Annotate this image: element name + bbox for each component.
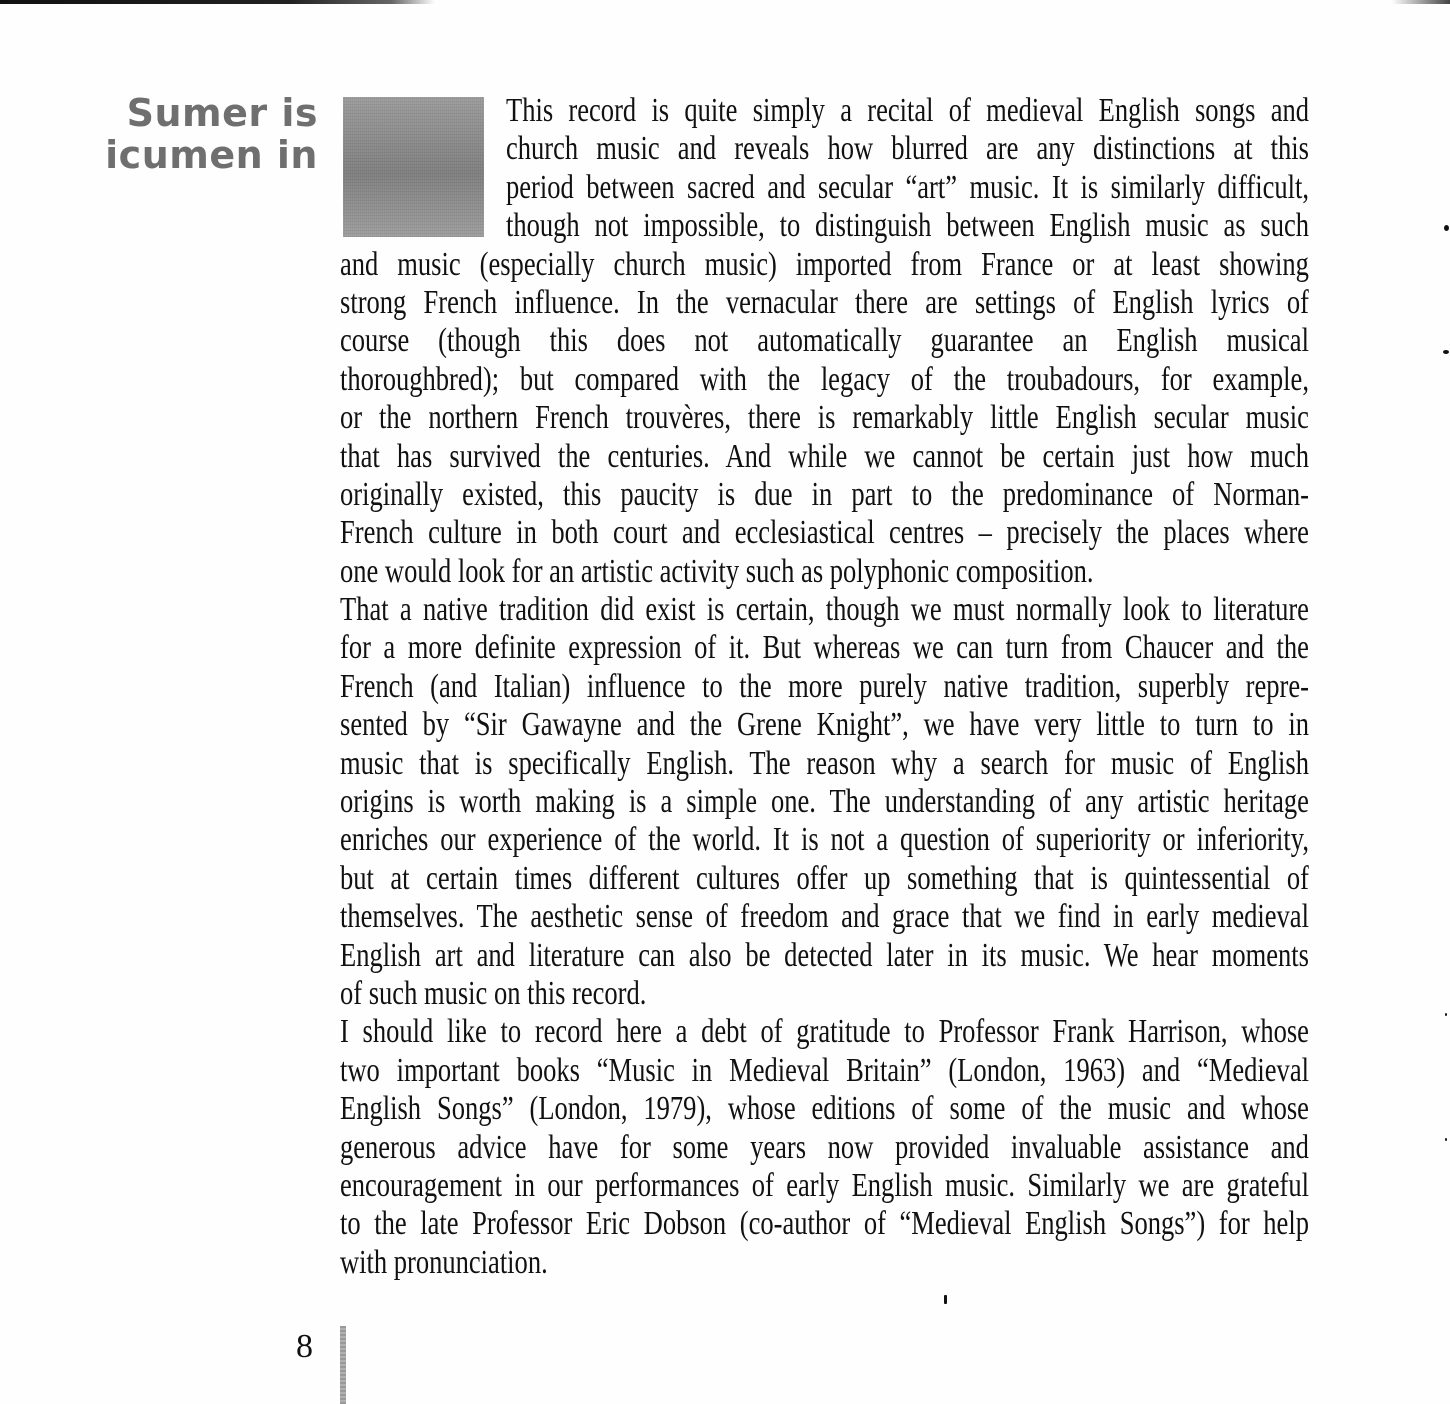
text-line-content: French (and Italian) influence to the more purely native tradition, superbly repre- <box>340 667 1309 705</box>
text-line-content: that has survived the centuries. And while we cannot be certain just how much <box>340 437 1309 475</box>
text-line <box>340 130 1309 168</box>
text-line <box>340 783 1309 821</box>
text-line-content: one would look for an artistic activity such as polyphonic composition. <box>340 552 1094 590</box>
text-line <box>340 1090 1309 1128</box>
text-line <box>340 476 1309 514</box>
text-line-content: for a more definite expression of it. But whereas we can turn from Chaucer and the <box>340 629 1309 667</box>
text-line-content: originally existed, this paucity is due in part to the predominance of Norman- <box>340 475 1309 513</box>
text-line-content: with pronunciation. <box>340 1243 548 1281</box>
text-line-content: course (though this does not automatically guarantee an English musical <box>340 322 1309 360</box>
text-line-content: encouragement in our performances of early English music. Similarly we are grateful <box>340 1166 1309 1204</box>
paragraph <box>340 1013 1309 1282</box>
text-line <box>340 860 1309 898</box>
text-line <box>340 284 1309 322</box>
text-line <box>340 438 1309 476</box>
text-line <box>340 591 1309 629</box>
text-line <box>340 937 1309 975</box>
text-line <box>340 1244 1309 1282</box>
text-line <box>340 629 1309 667</box>
text-line-content: strong French influence. In the vernacular there are settings of English lyrics of <box>340 283 1309 321</box>
text-line-content: generous advice have for some years now provided invaluable assistance and <box>340 1128 1309 1166</box>
title-line-1: Sumer is <box>126 91 318 135</box>
page-title <box>100 92 318 176</box>
body-text <box>340 92 1309 1282</box>
paragraph <box>340 591 1309 1013</box>
text-line-content: English Songs” (London, 1979), whose editions of some of the music and whose <box>340 1090 1309 1128</box>
text-line-content: I should like to record here a debt of gratitude to Professor Frank Harrison, whose <box>340 1013 1309 1051</box>
text-line-content: That a native tradition did exist is certain, though we must normally look to literature <box>340 591 1309 629</box>
text-line <box>340 207 1309 245</box>
title-line-2: icumen in <box>105 133 318 177</box>
text-line-content: two important books “Music in Medieval Britain” (London, 1963) and “Medieval <box>340 1051 1309 1089</box>
scan-speck <box>1445 1138 1447 1141</box>
text-line-content: enriches our experience of the world. It is not a question of superiority or inferiority, <box>340 821 1309 859</box>
text-line <box>340 668 1309 706</box>
text-line <box>340 1052 1309 1090</box>
text-line-content: sented by “Sir Gawayne and the Grene Knight”, we have very little to turn to in <box>340 706 1309 744</box>
paragraph <box>340 92 1309 591</box>
text-line <box>340 975 1309 1013</box>
scan-speck <box>1445 1013 1447 1016</box>
text-line <box>340 514 1309 552</box>
text-line <box>340 1167 1309 1205</box>
text-line <box>340 246 1309 284</box>
text-line <box>340 169 1309 207</box>
text-line-content: origins is worth making is a simple one. The understanding of any artistic heritage <box>340 783 1309 821</box>
text-line <box>340 745 1309 783</box>
text-line <box>340 399 1309 437</box>
text-line-content: music that is specifically English. The reason why a search for music of English <box>340 744 1309 782</box>
text-line-content: and music (especially church music) imported from France or at least showing <box>340 245 1309 283</box>
scan-speck <box>944 1295 947 1304</box>
text-line <box>340 706 1309 744</box>
scan-top-edge <box>0 0 1450 4</box>
text-line-content: of such music on this record. <box>340 974 647 1012</box>
text-line <box>340 821 1309 859</box>
scan-speck <box>1444 225 1449 231</box>
text-line <box>340 1129 1309 1167</box>
text-line <box>340 92 1309 130</box>
text-line <box>340 361 1309 399</box>
text-line-content: French culture in both court and ecclesiastical centres – precisely the places where <box>340 514 1309 552</box>
text-line-content: to the late Professor Eric Dobson (co-author of “Medieval English Songs”) for help <box>340 1205 1309 1243</box>
text-line <box>340 1205 1309 1243</box>
text-line-content: period between sacred and secular “art” music. It is similarly difficult, <box>506 168 1309 206</box>
text-line-content: or the northern French trouvères, there is remarkably little English secular music <box>340 399 1309 437</box>
text-line <box>340 1013 1309 1051</box>
scan-speck <box>1443 350 1449 354</box>
text-line <box>340 553 1309 591</box>
text-line-content: themselves. The aesthetic sense of freedom and grace that we find in early medieval <box>340 898 1309 936</box>
text-line-content: English art and literature can also be detected later in its music. We hear moments <box>340 936 1309 974</box>
text-line <box>340 898 1309 936</box>
page-margin-bar <box>340 1326 346 1404</box>
page-number: 8 <box>296 1328 313 1365</box>
text-line <box>340 322 1309 360</box>
text-line-content: thoroughbred); but compared with the legacy of the troubadours, for example, <box>340 360 1309 398</box>
text-line-content: though not impossible, to distinguish between English music as such <box>506 207 1309 245</box>
text-line-content: This record is quite simply a recital of medieval English songs and <box>506 92 1309 129</box>
text-line-content: but at certain times different cultures offer up something that is quintessential of <box>340 859 1309 897</box>
text-line-content: church music and reveals how blurred are any distinctions at this <box>506 130 1309 168</box>
